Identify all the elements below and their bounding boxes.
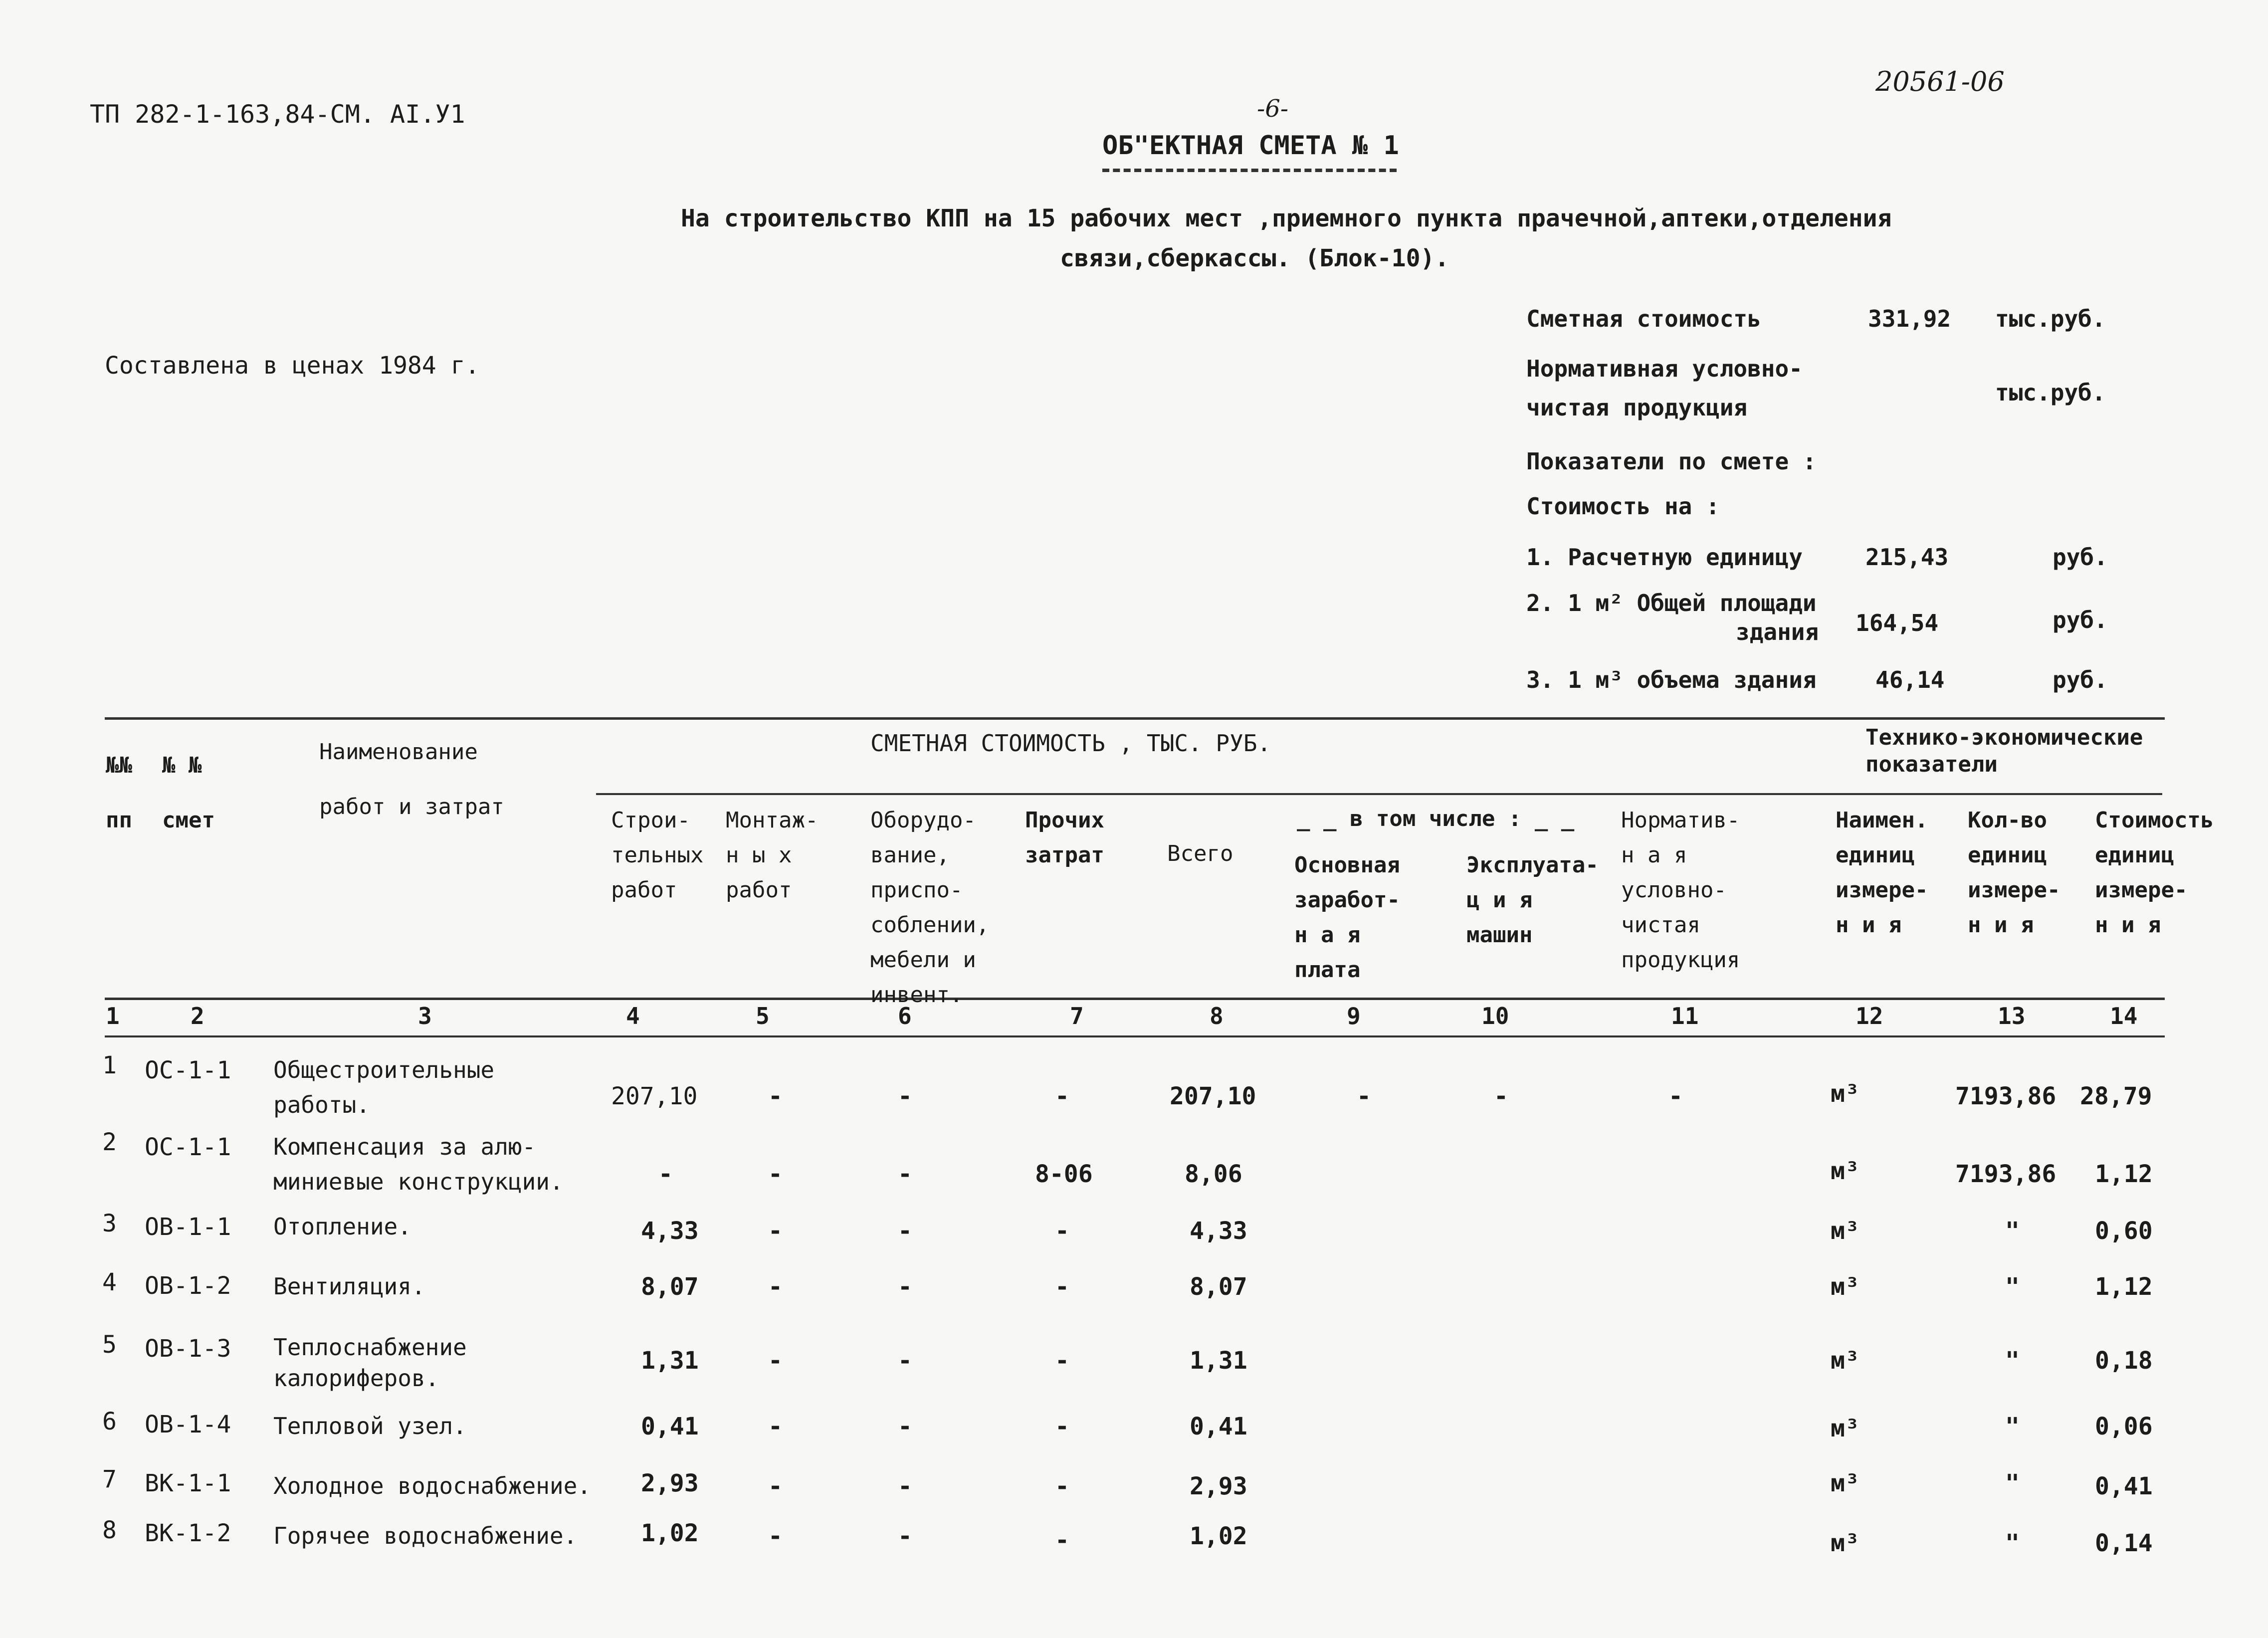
column-number: 1 xyxy=(106,1003,120,1029)
row-unit-qty: 7193,86 xyxy=(1955,1160,2057,1188)
row-total-cost: 8,06 xyxy=(1185,1160,1242,1188)
document-title: ОБ"ЕКТНАЯ СМЕТА № 1 xyxy=(1102,131,1399,161)
row-number: 6 xyxy=(102,1408,117,1435)
row-build-cost: - xyxy=(658,1160,673,1188)
summary-item-unit: руб. xyxy=(2053,607,2108,633)
row-work-name: Отопление. xyxy=(273,1213,412,1240)
estimated-cost-value: 331,92 xyxy=(1868,305,1951,332)
estimated-cost-label: Сметная стоимость xyxy=(1526,305,1761,332)
row-other-cost: - xyxy=(1055,1082,1069,1110)
row-equipment-cost: - xyxy=(898,1082,912,1110)
row-total-cost: 0,41 xyxy=(1190,1413,1247,1440)
column-number: 2 xyxy=(191,1003,205,1029)
row-unit-name: м³ xyxy=(1831,1469,1859,1497)
column-number: 4 xyxy=(626,1003,640,1029)
row-unit-qty: " xyxy=(2005,1273,2020,1301)
row-estimate-code: ОС-1-1 xyxy=(145,1133,231,1161)
column-number: 14 xyxy=(2110,1003,2138,1029)
table-header-bottom-rule xyxy=(105,998,2165,1000)
row-unit-name: м³ xyxy=(1831,1529,1859,1557)
row-unit-qty: " xyxy=(2005,1413,2020,1440)
row-work-name: Вентиляция. xyxy=(273,1273,425,1300)
row-unit-qty: " xyxy=(2005,1217,2020,1245)
column-number: 5 xyxy=(756,1003,770,1029)
header-no: №№ пп xyxy=(106,753,132,833)
estimated-cost-unit: тыс.руб. xyxy=(1995,305,2106,332)
row-equipment-cost: - xyxy=(898,1522,912,1550)
header-other: Прочих затрат xyxy=(1025,808,1104,868)
row-mount-cost: - xyxy=(768,1347,783,1375)
row-number: 3 xyxy=(102,1210,117,1237)
header-estimate-no: № № смет xyxy=(162,753,215,833)
row-unit-name: м³ xyxy=(1831,1415,1859,1442)
row-work-name: Общестроительные работы. xyxy=(273,1056,495,1118)
column-number: 7 xyxy=(1070,1003,1084,1029)
normative-label-1: Нормативная условно- xyxy=(1526,355,1803,382)
row-unit-cost: 0,41 xyxy=(2095,1472,2153,1500)
row-machines: - xyxy=(1494,1082,1508,1110)
row-unit-cost: 0,14 xyxy=(2095,1529,2153,1557)
header-total: Всего xyxy=(1167,841,1234,866)
row-equipment-cost: - xyxy=(898,1347,912,1375)
row-unit-name: м³ xyxy=(1831,1157,1859,1185)
header-mount: Монтаж- н ы х работ xyxy=(726,808,819,903)
row-mount-cost: - xyxy=(768,1522,783,1550)
row-work-name: Теплоснабжение калориферов. xyxy=(273,1334,467,1392)
indicators-label: Показатели по смете : xyxy=(1526,448,1817,475)
header-tech-group: Технико-экономические показатели xyxy=(1865,725,2143,777)
column-number: 3 xyxy=(418,1003,432,1029)
row-unit-qty: 7193,86 xyxy=(1955,1082,2057,1110)
row-build-cost: 207,10 xyxy=(611,1082,698,1110)
row-estimate-code: ОВ-1-2 xyxy=(145,1272,231,1300)
row-build-cost: 4,33 xyxy=(641,1217,699,1245)
column-number: 13 xyxy=(1998,1003,2026,1029)
row-other-cost: 8-06 xyxy=(1035,1160,1093,1188)
row-number: 8 xyxy=(102,1516,117,1544)
header-equipment: Оборудо- вание, приспо- соблении, мебели и инвент. xyxy=(870,808,990,1008)
column-number: 10 xyxy=(1481,1003,1509,1029)
header-wage: Основная заработ- н а я плата xyxy=(1294,852,1400,983)
row-wage: - xyxy=(1357,1082,1371,1110)
row-total-cost: 1,02 xyxy=(1190,1522,1247,1550)
subtitle-line-1: На строительство КПП на 15 рабочих мест ,приемного пункта прачечной,аптеки,отделения xyxy=(681,205,1892,232)
row-equipment-cost: - xyxy=(898,1160,912,1188)
row-mount-cost: - xyxy=(768,1472,783,1500)
row-estimate-code: ВК-1-1 xyxy=(145,1469,231,1497)
row-unit-qty: " xyxy=(2005,1469,2020,1497)
column-number: 8 xyxy=(1210,1003,1224,1029)
row-build-cost: 2,93 xyxy=(641,1469,699,1497)
header-normative: Норматив- н а я условно- чистая продукция xyxy=(1621,808,1740,973)
row-other-cost: - xyxy=(1055,1526,1069,1554)
row-unit-cost: 0,06 xyxy=(2095,1413,2153,1440)
row-equipment-cost: - xyxy=(898,1413,912,1440)
row-unit-cost: 28,79 xyxy=(2080,1082,2152,1110)
row-estimate-code: ОС-1-1 xyxy=(145,1056,231,1084)
row-unit-name: м³ xyxy=(1831,1347,1859,1375)
summary-item-label: 1. Расчетную единицу xyxy=(1526,544,1803,571)
row-estimate-code: ВК-1-2 xyxy=(145,1519,231,1547)
row-estimate-code: ОВ-1-4 xyxy=(145,1411,231,1438)
cost-per-label: Стоимость на : xyxy=(1526,493,1720,520)
header-unit-cost: Стоимость единиц измере- н и я xyxy=(2095,808,2214,938)
header-unit-qty: Кол-во единиц измере- н и я xyxy=(1968,808,2061,938)
row-total-cost: 207,10 xyxy=(1170,1082,1256,1110)
row-build-cost: 1,02 xyxy=(641,1519,699,1547)
summary-item-label: 3. 1 м³ объема здания xyxy=(1526,666,1817,693)
document-code: ТП 282-1-163,84-СМ. АI.У1 xyxy=(90,100,465,129)
archive-stamp: 20561-06 xyxy=(1875,66,2005,97)
row-unit-cost: 1,12 xyxy=(2095,1160,2153,1188)
row-number: 1 xyxy=(102,1051,117,1079)
row-number: 4 xyxy=(102,1268,117,1296)
row-equipment-cost: - xyxy=(898,1217,912,1245)
row-number: 5 xyxy=(102,1331,117,1359)
row-mount-cost: - xyxy=(768,1082,783,1110)
row-total-cost: 1,31 xyxy=(1190,1347,1247,1375)
column-number: 11 xyxy=(1671,1003,1699,1029)
row-work-name: Горячее водоснабжение. xyxy=(273,1522,578,1549)
header-including: _ _ в том числе : _ _ xyxy=(1297,806,1575,831)
row-unit-name: м³ xyxy=(1831,1273,1859,1301)
row-total-cost: 2,93 xyxy=(1190,1472,1247,1500)
row-equipment-cost: - xyxy=(898,1273,912,1301)
header-unit-name: Наимен. единиц измере- н и я xyxy=(1836,808,1928,938)
row-other-cost: - xyxy=(1055,1413,1069,1440)
row-other-cost: - xyxy=(1055,1273,1069,1301)
header-name: Наименование работ и затрат xyxy=(319,739,504,819)
column-number: 12 xyxy=(1856,1003,1883,1029)
column-numbers-rule xyxy=(105,1035,2165,1037)
normative-unit: тыс.руб. xyxy=(1995,379,2106,406)
row-number: 2 xyxy=(102,1128,117,1156)
prices-note: Составлена в ценах 1984 г. xyxy=(105,352,480,380)
row-mount-cost: - xyxy=(768,1217,783,1245)
title-underline xyxy=(1102,169,1397,172)
summary-item-label: 2. 1 м² Общей площади xyxy=(1526,590,1817,616)
normative-label-2: чистая продукция xyxy=(1526,394,1748,421)
header-machines: Эксплуата- ц и я машин xyxy=(1466,852,1599,948)
summary-item-value: 46,14 xyxy=(1875,666,1945,693)
row-total-cost: 8,07 xyxy=(1190,1273,1247,1301)
row-unit-cost: 0,60 xyxy=(2095,1217,2153,1245)
row-build-cost: 8,07 xyxy=(641,1273,699,1301)
header-build: Строи- тельных работ xyxy=(611,808,704,903)
row-work-name: Холодное водоснабжение. xyxy=(273,1472,591,1499)
row-estimate-code: ОВ-1-1 xyxy=(145,1213,231,1241)
row-work-name: Компенсация за алю- миниевые конструкции. xyxy=(273,1133,564,1195)
column-number: 9 xyxy=(1347,1003,1361,1029)
row-build-cost: 0,41 xyxy=(641,1413,699,1440)
row-number: 7 xyxy=(102,1465,117,1493)
row-unit-cost: 0,18 xyxy=(2095,1347,2153,1375)
row-unit-name: м³ xyxy=(1831,1080,1859,1108)
row-work-name: Тепловой узел. xyxy=(273,1413,467,1439)
summary-item-unit: руб. xyxy=(2053,666,2108,693)
row-unit-cost: 1,12 xyxy=(2095,1273,2153,1301)
summary-item-unit: руб. xyxy=(2053,544,2108,571)
summary-item-value: 164,54 xyxy=(1856,610,1939,636)
row-normative: - xyxy=(1668,1082,1683,1110)
row-other-cost: - xyxy=(1055,1472,1069,1500)
row-mount-cost: - xyxy=(768,1273,783,1301)
subtitle-line-2: связи,сберкассы. (Блок-10). xyxy=(1060,244,1449,272)
row-mount-cost: - xyxy=(768,1413,783,1440)
row-unit-name: м³ xyxy=(1831,1217,1859,1245)
header-cost-group: СМЕТНАЯ СТОИМОСТЬ , ТЫС. РУБ. xyxy=(870,730,1271,757)
row-total-cost: 4,33 xyxy=(1190,1217,1247,1245)
page-number: -6- xyxy=(1257,95,1288,123)
summary-item-label-2: здания xyxy=(1736,618,1819,645)
row-unit-qty: " xyxy=(2005,1347,2020,1375)
row-build-cost: 1,31 xyxy=(641,1347,699,1375)
row-estimate-code: ОВ-1-3 xyxy=(145,1335,231,1363)
table-subheader-rule xyxy=(596,793,2162,795)
summary-item-value: 215,43 xyxy=(1865,544,1949,571)
row-mount-cost: - xyxy=(768,1160,783,1188)
row-other-cost: - xyxy=(1055,1347,1069,1375)
column-number: 6 xyxy=(898,1003,912,1029)
row-equipment-cost: - xyxy=(898,1472,912,1500)
row-other-cost: - xyxy=(1055,1217,1069,1245)
table-top-rule xyxy=(105,717,2165,720)
row-unit-qty: " xyxy=(2005,1529,2020,1557)
